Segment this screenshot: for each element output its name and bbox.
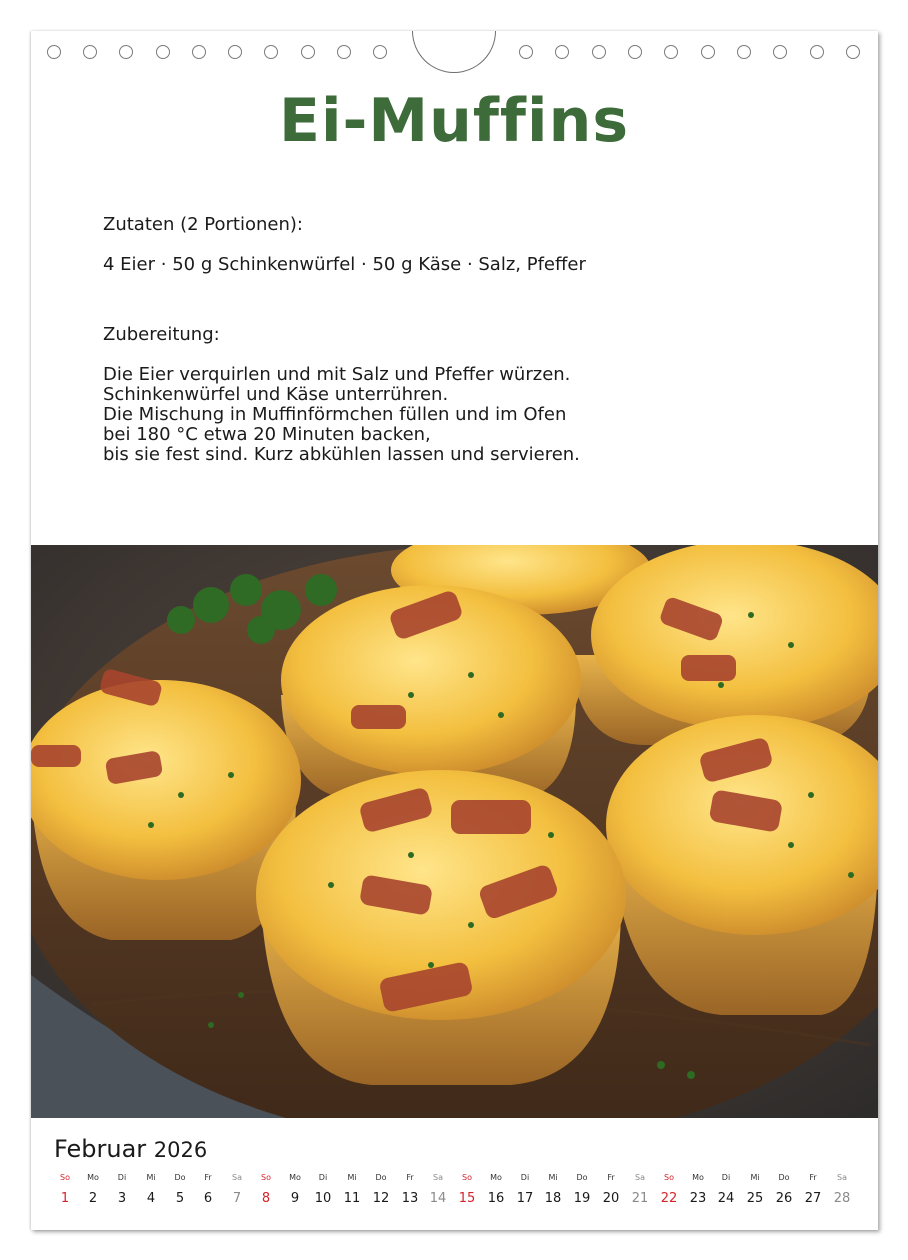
weekday-label: Mi	[146, 1173, 156, 1182]
calendar-day	[772, 1172, 796, 1214]
day-number: 5	[175, 1191, 185, 1206]
day-number: 21	[631, 1191, 649, 1206]
calendar-day	[657, 1172, 681, 1214]
calendar-day	[225, 1172, 249, 1214]
egg-muffins-photo	[31, 545, 878, 1118]
weekday-label: Do	[576, 1173, 588, 1182]
weekday-label: Mo	[490, 1173, 502, 1182]
preparation-heading: Zubereitung:	[103, 324, 220, 345]
weekday-label: Do	[174, 1173, 186, 1182]
day-number: 24	[717, 1191, 735, 1206]
day-number: 2	[88, 1191, 98, 1206]
weekday-label: So	[664, 1173, 674, 1182]
day-number: 16	[487, 1191, 505, 1206]
weekday-label: So	[462, 1173, 472, 1182]
calendar-day	[311, 1172, 335, 1214]
weekday-label: Mi	[347, 1173, 357, 1182]
preparation-line: Schinkenwürfel und Käse unterrühren.	[103, 384, 449, 405]
calendar-month-title	[54, 1135, 207, 1163]
binding-ring	[773, 45, 787, 59]
calendar-day	[53, 1172, 77, 1214]
weekday-label: Fr	[809, 1173, 817, 1182]
binding-ring	[119, 45, 133, 59]
weekday-label: So	[60, 1173, 70, 1182]
weekday-label: Sa	[433, 1173, 443, 1182]
binding-ring	[83, 45, 97, 59]
day-number: 6	[203, 1191, 213, 1206]
calendar-day	[398, 1172, 422, 1214]
calendar-day	[801, 1172, 825, 1214]
binding-ring	[47, 45, 61, 59]
day-number: 7	[232, 1191, 242, 1206]
calendar-day	[196, 1172, 220, 1214]
weekday-label: Do	[375, 1173, 387, 1182]
day-number: 3	[117, 1191, 127, 1206]
day-number: 14	[429, 1191, 447, 1206]
calendar-month: Februar	[54, 1135, 147, 1163]
binding-ring	[846, 45, 860, 59]
calendar-day	[81, 1172, 105, 1214]
weekday-label: Mo	[289, 1173, 301, 1182]
calendar-day	[254, 1172, 278, 1214]
binding-ring	[555, 45, 569, 59]
calendar-day	[369, 1172, 393, 1214]
calendar-day	[283, 1172, 307, 1214]
day-number: 20	[602, 1191, 620, 1206]
calendar-day	[110, 1172, 134, 1214]
calendar-year: 2026	[153, 1138, 208, 1162]
day-number: 12	[372, 1191, 390, 1206]
binding-ring	[810, 45, 824, 59]
calendar-day	[628, 1172, 652, 1214]
day-number: 28	[833, 1191, 851, 1206]
weekday-label: Do	[778, 1173, 790, 1182]
binding-ring	[519, 45, 533, 59]
binding-ring	[264, 45, 278, 59]
weekday-label: Fr	[406, 1173, 414, 1182]
ingredients-list: 4 Eier · 50 g Schinkenwürfel · 50 g Käse · Salz, Pfeffer	[103, 254, 586, 275]
calendar-day	[541, 1172, 565, 1214]
weekday-label: Di	[520, 1173, 530, 1182]
weekday-label: Sa	[232, 1173, 242, 1182]
weekday-label: Fr	[204, 1173, 212, 1182]
weekday-label: Mi	[548, 1173, 558, 1182]
preparation-line: Die Mischung in Muffinförmchen füllen und im Ofen	[103, 404, 567, 425]
binding-ring	[737, 45, 751, 59]
binding-ring	[192, 45, 206, 59]
day-number: 8	[261, 1191, 271, 1206]
binding-ring	[592, 45, 606, 59]
recipe-text	[103, 215, 803, 465]
binding-ring	[701, 45, 715, 59]
day-number: 1	[60, 1191, 70, 1206]
day-number: 10	[314, 1191, 332, 1206]
calendar-day	[168, 1172, 192, 1214]
binding-ring	[373, 45, 387, 59]
calendar-day	[139, 1172, 163, 1214]
calendar-day	[513, 1172, 537, 1214]
weekday-label: Fr	[607, 1173, 615, 1182]
weekday-label: Mo	[692, 1173, 704, 1182]
weekday-label: So	[261, 1173, 271, 1182]
calendar-day	[599, 1172, 623, 1214]
binding-ring	[228, 45, 242, 59]
day-number: 26	[775, 1191, 793, 1206]
preparation-line: bis sie fest sind. Kurz abkühlen lassen und servieren.	[103, 444, 580, 465]
calendar-day	[426, 1172, 450, 1214]
weekday-label: Di	[117, 1173, 127, 1182]
day-number: 23	[689, 1191, 707, 1206]
day-number: 18	[544, 1191, 562, 1206]
binding-ring	[337, 45, 351, 59]
page-title: Ei-Muffins	[278, 86, 630, 156]
calendar-day	[714, 1172, 738, 1214]
day-number: 11	[343, 1191, 361, 1206]
preparation-line: bei 180 °C etwa 20 Minuten backen,	[103, 424, 431, 445]
calendar-day	[340, 1172, 364, 1214]
weekday-label: Mo	[87, 1173, 99, 1182]
calendar-day	[570, 1172, 594, 1214]
calendar-day	[455, 1172, 479, 1214]
calendar-day	[484, 1172, 508, 1214]
day-number: 15	[458, 1191, 476, 1206]
weekday-label: Sa	[837, 1173, 847, 1182]
day-number: 27	[804, 1191, 822, 1206]
calendar-day	[830, 1172, 854, 1214]
weekday-label: Di	[721, 1173, 731, 1182]
day-number: 25	[746, 1191, 764, 1206]
binding-ring	[664, 45, 678, 59]
weekday-label: Di	[318, 1173, 328, 1182]
day-number: 13	[401, 1191, 419, 1206]
calendar-day-row	[0, 1172, 908, 1222]
calendar-day	[743, 1172, 767, 1214]
binding-ring	[156, 45, 170, 59]
day-number: 22	[660, 1191, 678, 1206]
day-number: 19	[573, 1191, 591, 1206]
day-number: 17	[516, 1191, 534, 1206]
day-number: 4	[146, 1191, 156, 1206]
binding-ring	[301, 45, 315, 59]
weekday-label: Sa	[635, 1173, 645, 1182]
binding-ring	[628, 45, 642, 59]
day-number: 9	[290, 1191, 300, 1206]
calendar-day	[686, 1172, 710, 1214]
weekday-label: Mi	[750, 1173, 760, 1182]
preparation-line: Die Eier verquirlen und mit Salz und Pfeffer würzen.	[103, 364, 571, 385]
ingredients-heading: Zutaten (2 Portionen):	[103, 214, 303, 235]
